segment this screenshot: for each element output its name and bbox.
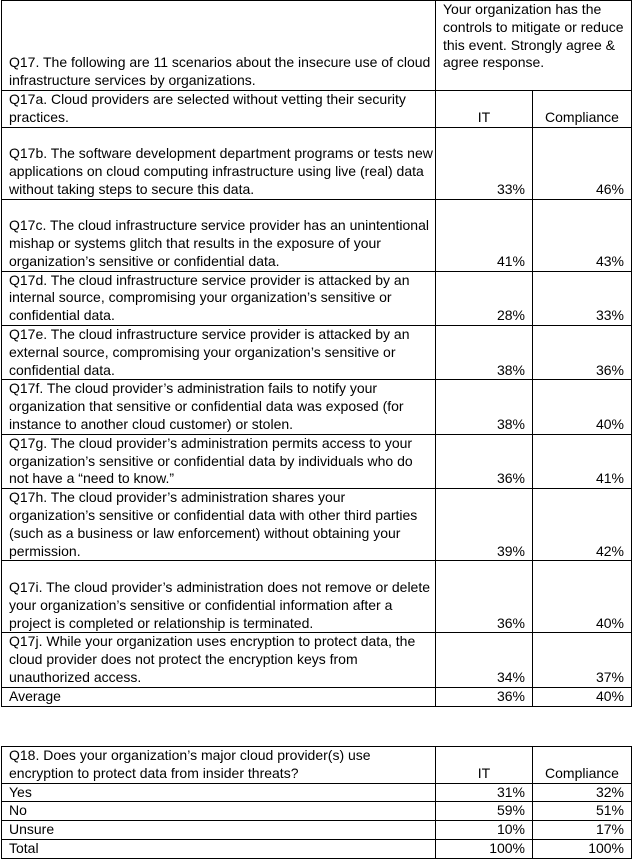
- table-row: [2, 434, 632, 488]
- row-label: Unsure: [2, 821, 436, 840]
- it-value: 36%: [436, 561, 533, 633]
- q18-header-row: [2, 747, 632, 784]
- table-row: [2, 380, 632, 434]
- it-value: 34%: [436, 633, 533, 687]
- compliance-column-header: Compliance: [533, 91, 632, 128]
- compliance-value: 36%: [533, 325, 632, 379]
- row-label: Q17h. The cloud provider’s administration shares your organization’s sensitive or confidential data with other third parties (such as a business or law enforcement) without obtaining your permission.: [2, 489, 436, 561]
- compliance-value: 40%: [533, 687, 632, 706]
- row-label: Q17e. The cloud infrastructure service provider is attacked by an external source, compromising your organization’s sensitive or confidential data.: [2, 325, 436, 379]
- row-label: Q17f. The cloud provider’s administration fails to notify your organization that sensitive or confidential data was exposed (for instance to another cloud customer) or stolen.: [2, 380, 436, 434]
- table-row: [2, 633, 632, 687]
- it-value: 31%: [436, 783, 533, 802]
- compliance-value: 40%: [533, 561, 632, 633]
- total-row: [2, 839, 632, 858]
- row-label: Q17g. The cloud provider’s administration permits access to your organization’s sensitive or confidential data by individuals who do not have a “need to know.”: [2, 434, 436, 488]
- compliance-value: 17%: [533, 821, 632, 840]
- it-column-header: IT: [436, 747, 533, 784]
- row-label: Q17c. The cloud infrastructure service provider has an unintentional mishap or systems glitch that results in the exposure of your organization’s sensitive or confidential data.: [2, 199, 436, 271]
- q17-table: [1, 0, 632, 707]
- table-row: [2, 91, 632, 128]
- row-label: Yes: [2, 783, 436, 802]
- compliance-value: 32%: [533, 783, 632, 802]
- compliance-value: 42%: [533, 489, 632, 561]
- row-label: No: [2, 802, 436, 821]
- q18-question: Q18. Does your organization’s major cloud provider(s) use encryption to protect data from insider threats?: [2, 747, 436, 784]
- it-value: 38%: [436, 325, 533, 379]
- table-row: [2, 325, 632, 379]
- q17-column-header: Your organization has the controls to mitigate or reduce this event. Strongly agree & agree response.: [436, 1, 632, 91]
- table-row: [2, 199, 632, 271]
- table-row: [2, 127, 632, 199]
- compliance-value: 41%: [533, 434, 632, 488]
- row-label: Q17a. Cloud providers are selected without vetting their security practices.: [2, 91, 436, 128]
- compliance-column-header: Compliance: [533, 747, 632, 784]
- q17-question: Q17. The following are 11 scenarios about the insecure use of cloud infrastructure services by organizations.: [2, 1, 436, 91]
- average-row: [2, 687, 632, 706]
- row-label: Q17b. The software development department programs or tests new applications on cloud computing infrastructure using live (real) data without taking steps to secure this data.: [2, 127, 436, 199]
- compliance-value: 43%: [533, 199, 632, 271]
- it-value: 100%: [436, 839, 533, 858]
- row-label: Q17d. The cloud infrastructure service provider is attacked by an internal source, compromising your organization’s sensitive or confidential data.: [2, 271, 436, 325]
- table-row: [2, 783, 632, 802]
- q17-header-row: [2, 1, 632, 91]
- compliance-value: 33%: [533, 271, 632, 325]
- compliance-value: 51%: [533, 802, 632, 821]
- table-row: [2, 561, 632, 633]
- table-row: [2, 821, 632, 840]
- compliance-value: 37%: [533, 633, 632, 687]
- compliance-value: 46%: [533, 127, 632, 199]
- compliance-value: 100%: [533, 839, 632, 858]
- it-value: 36%: [436, 687, 533, 706]
- it-value: 41%: [436, 199, 533, 271]
- row-label: Total: [2, 839, 436, 858]
- row-label: Q17j. While your organization uses encryption to protect data, the cloud provider does not protect the encryption keys from unauthorized access.: [2, 633, 436, 687]
- table-row: [2, 489, 632, 561]
- row-label: Q17i. The cloud provider’s administration does not remove or delete your organization’s sensitive or confidential information after a project is completed or relationship is terminated.: [2, 561, 436, 633]
- row-label: Average: [2, 687, 436, 706]
- it-value: 10%: [436, 821, 533, 840]
- it-value: 38%: [436, 380, 533, 434]
- it-value: 59%: [436, 802, 533, 821]
- it-column-header: IT: [436, 91, 533, 128]
- it-value: 28%: [436, 271, 533, 325]
- table-row: [2, 271, 632, 325]
- it-value: 36%: [436, 434, 533, 488]
- compliance-value: 40%: [533, 380, 632, 434]
- it-value: 33%: [436, 127, 533, 199]
- it-value: 39%: [436, 489, 533, 561]
- table-row: [2, 802, 632, 821]
- q18-table: [1, 746, 632, 859]
